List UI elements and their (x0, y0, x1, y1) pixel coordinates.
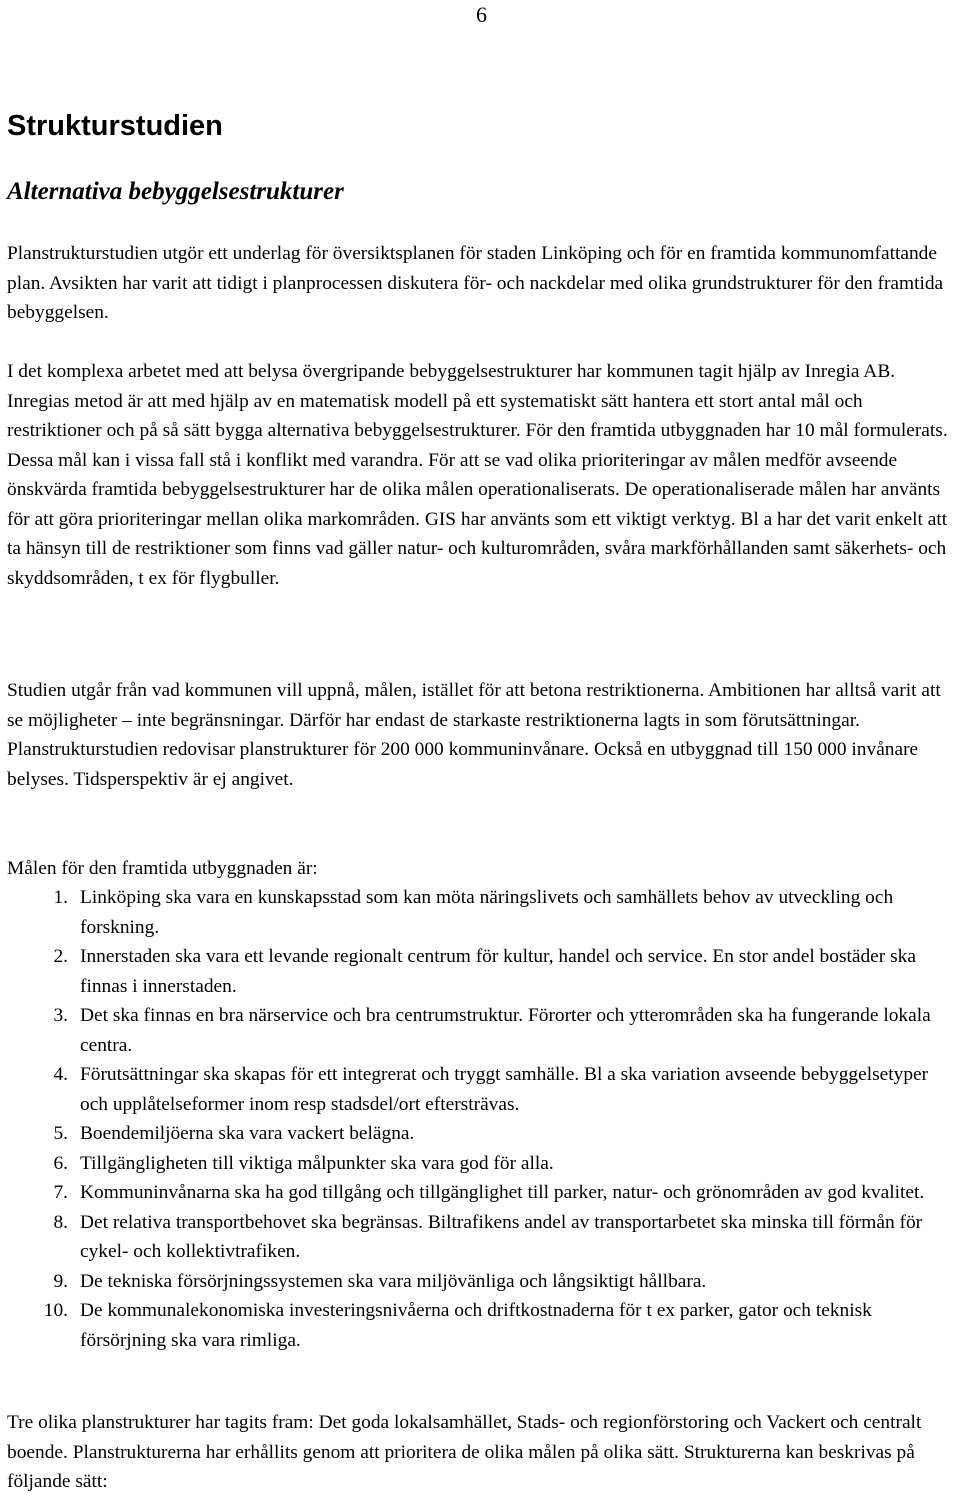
list-item: 4. Förutsättningar ska skapas för ett integrerat och tryggt samhälle. Bl a ska variation avseende bebyggelsetyper och upplåtelseformer inom resp stadsdel/ort eftersträvas. (53, 1064, 929, 1115)
paragraph-ambition: Studien utgår från vad kommunen vill uppnå, målen, istället för att betona restriktionerna. Ambitionen har alltså varit att se möjligheter – inte begränsningar. Därför har endast de starkaste restriktionerna lagts in som förutsättningar. Planstrukturstudien redovisar planstrukturer för 200 000 kommuninvånare. Också en utbyggnad till 150 000 invånare belyses. Tidsperspektiv är ej angivet. (7, 680, 941, 790)
goals-list (0, 883, 960, 1355)
list-item: 5. Boendemiljöerna ska vara vackert belägna. (53, 1123, 415, 1144)
page-title: Strukturstudien (7, 110, 223, 142)
list-item: 6. Tillgängligheten till viktiga målpunkter ska vara god för alla. (53, 1152, 554, 1174)
goals-intro: Målen för den framtida utbyggnaden är: (7, 858, 318, 879)
section-heading: Alternativa bebyggelsestrukturer (7, 178, 344, 205)
paragraph-method: I det komplexa arbetet med att belysa övergripande bebyggelsestrukturer har kommunen tagit hjälp av Inregia AB. Inregias metod är att med hjälp av en matematisk modell på ett systematiskt sätt hantera ett stort antal mål och restriktioner och på så sätt bygga alternativa bebyggelsestrukturer. För den framtida utbyggnaden har 10 mål formulerats. Dessa mål kan i vissa fall stå i konflikt med varandra. För att se vad olika prioriteringar av målen medför avseende önskvärda framtida bebyggelsestrukturer har de olika målen operationaliserats. De operationaliserade målen har använts för att göra prioriteringar mellan olika markområden. GIS har använts som ett viktigt verktyg. Bl a har det varit enkelt att ta hänsyn till de restriktioner som finns vad gäller natur- och kulturområden, svåra markförhållanden samt säkerhets- och skyddsområden, t ex för flygbuller. (7, 361, 948, 589)
list-item: 9. De tekniska försörjningssystemen ska vara miljövänliga och långsiktigt hållbara. (53, 1270, 707, 1292)
list-item: 2. Innerstaden ska vara ett levande regionalt centrum för kultur, handel och service. En stor andel bostäder ska finnas i innerstaden. (53, 946, 916, 997)
list-item: 10. De kommunalekonomiska investeringsnivåerna och driftkostnaderna för t ex parker, gator och teknisk försörjning ska vara rimliga. (43, 1300, 872, 1351)
paragraph-structures: Tre olika planstrukturer har tagits fram: Det goda lokalsamhället, Stads- och regionförstoring och Vackert och centralt boende. Planstrukturerna har erhållits genom att prioritera de olika målen på olika sätt. Strukturerna kan beskrivas på följande sätt: (7, 1412, 922, 1492)
list-item: 8. Det relativa transportbehovet ska begränsas. Biltrafikens andel av transportarbetet ska minska till förmån för cykel- och kollektivtrafiken. (53, 1211, 923, 1262)
paragraph-intro: Planstrukturstudien utgör ett underlag för översiktsplanen för staden Linköping och för en framtida kommunomfattande plan. Avsikten har varit att tidigt i planprocessen diskutera för- och nackdelar med olika grundstrukturer för den framtida bebyggelsen. (7, 243, 944, 323)
list-item: 3. Det ska finnas en bra närservice och bra centrumstruktur. Förorter och ytterområden ska ha fungerande lokala centra. (53, 1005, 931, 1056)
page-number: 6 (476, 2, 487, 27)
list-item: 7. Kommuninvånarna ska ha god tillgång och tillgänglighet till parker, natur- och grönområden av god kvalitet. (53, 1182, 925, 1203)
list-item: 1. Linköping ska vara en kunskapsstad som kan möta näringslivets och samhällets behov av utveckling och forskning. (53, 887, 894, 938)
